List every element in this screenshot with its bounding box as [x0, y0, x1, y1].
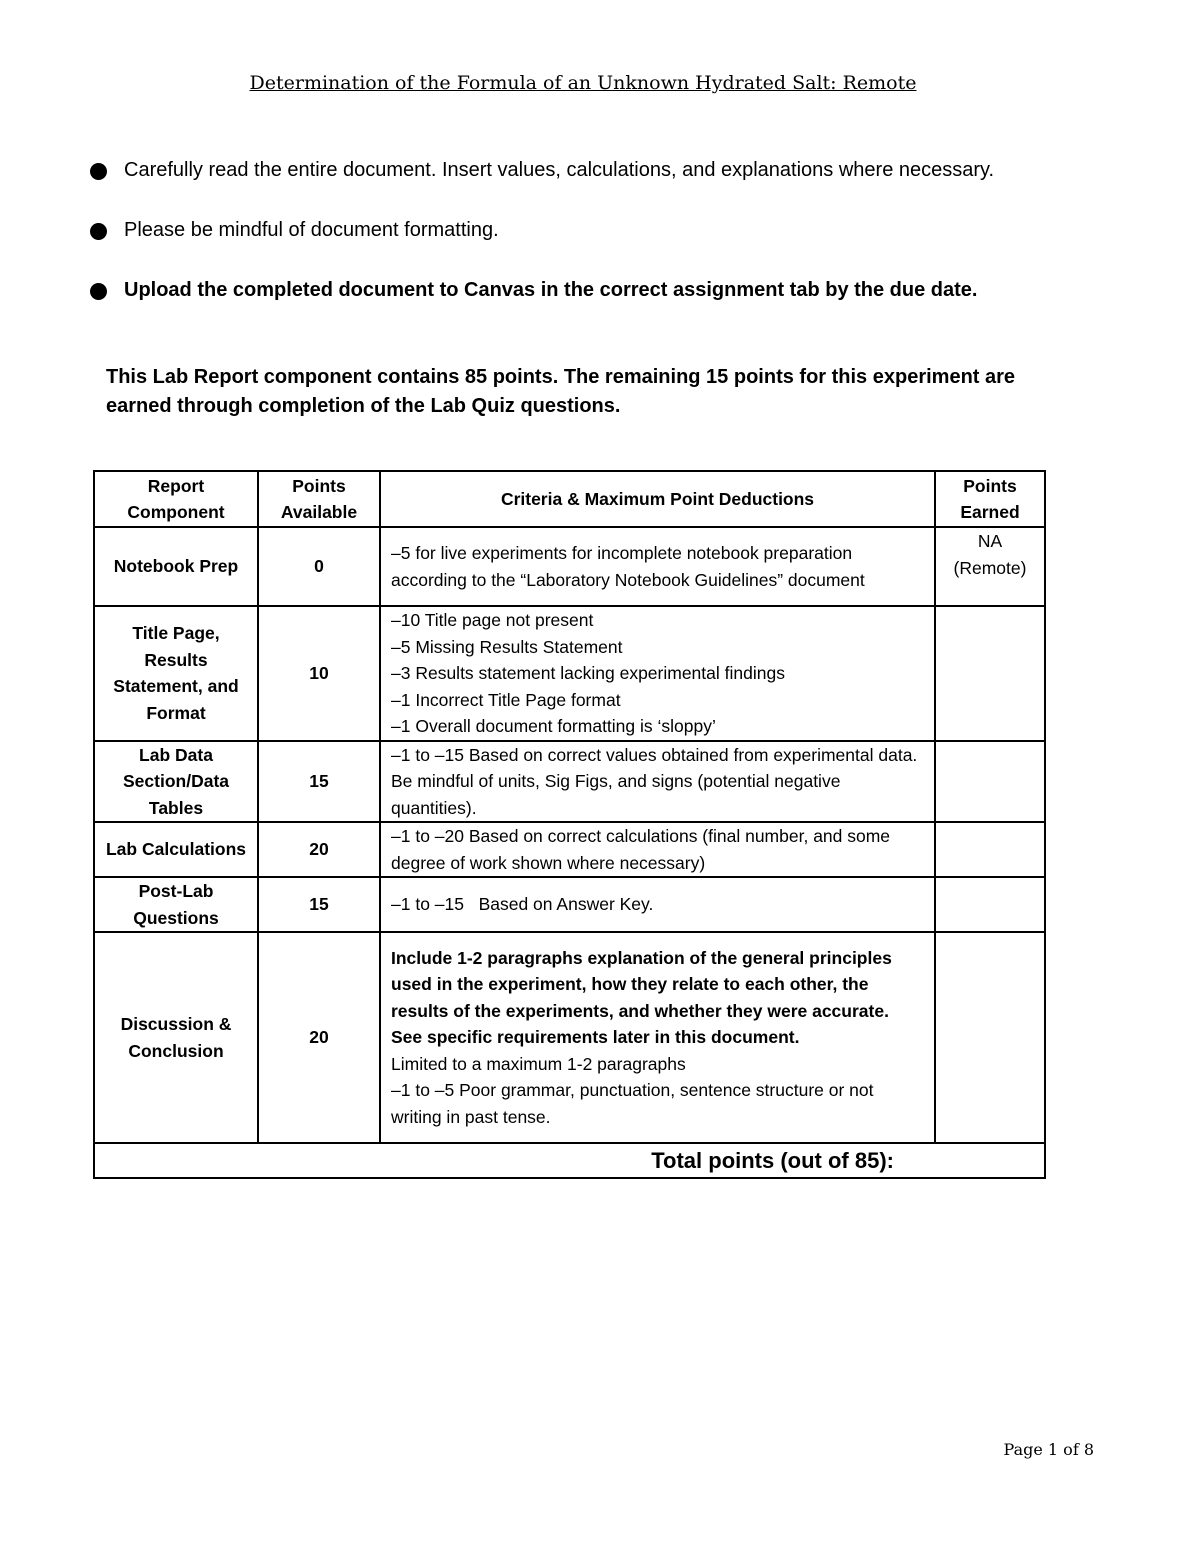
row-component: Title Page, Results Statement, and Format [94, 606, 258, 741]
row-component: Discussion & Conclusion [94, 932, 258, 1143]
row-component: Notebook Prep [94, 527, 258, 606]
document-title: Determination of the Formula of an Unknown Hydrated Salt: Remote [249, 72, 917, 94]
row-earned[interactable] [935, 822, 1045, 877]
bullet-icon [90, 163, 107, 180]
header-points-earned: Points Earned [935, 471, 1045, 527]
instruction-item: Carefully read the entire document. Insert values, calculations, and explanations where necessary. [90, 155, 1140, 185]
table-row [94, 877, 1045, 932]
row-criteria: –1 to –15 Based on Answer Key. [380, 877, 935, 932]
row-points: 15 [258, 741, 380, 823]
header-criteria: Criteria & Maximum Point Deductions [380, 471, 935, 527]
instruction-item: Please be mindful of document formatting. [90, 215, 1140, 245]
header-points-available: Points Available [258, 471, 380, 527]
row-points: 20 [258, 932, 380, 1143]
grading-rubric-table [93, 470, 1046, 1179]
row-component: Post-Lab Questions [94, 877, 258, 932]
table-row [94, 527, 1045, 606]
row-earned[interactable] [935, 932, 1045, 1143]
row-earned[interactable] [935, 877, 1045, 932]
instruction-list [90, 155, 1140, 335]
row-points: 0 [258, 527, 380, 606]
intro-paragraph: This Lab Report component contains 85 points. The remaining 15 points for this experiment are earned through completion of the Lab Quiz questions. [106, 366, 1016, 417]
table-header-row [94, 471, 1045, 527]
row-component: Lab Data Section/Data Tables [94, 741, 258, 823]
row-criteria: Include 1-2 paragraphs explanation of the general principles used in the experiment, how they relate to each other, the results of the experiments, and whether they were accurate. See specific requirements later in this document. Limited to a maximum 1-2 paragraphs –1 to –5 Poor grammar, punctuation, sentence structure or not writing in past tense. [380, 932, 935, 1143]
row-earned[interactable]: NA (Remote) [935, 527, 1045, 606]
row-criteria: –1 to –15 Based on correct values obtained from experimental data. Be mindful of units, Sig Figs, and signs (potential negative quantities). [380, 741, 935, 823]
total-row [94, 1143, 1045, 1178]
row-earned[interactable] [935, 606, 1045, 741]
header-report-component: Report Component [94, 471, 258, 527]
row-points: 15 [258, 877, 380, 932]
row-points: 20 [258, 822, 380, 877]
table-row [94, 741, 1045, 823]
row-criteria: –5 for live experiments for incomplete notebook preparation according to the “Laboratory Notebook Guidelines” document [380, 527, 935, 606]
row-component: Lab Calculations [94, 822, 258, 877]
instruction-item: Upload the completed document to Canvas in the correct assignment tab by the due date. [90, 275, 1140, 305]
row-criteria: –1 to –20 Based on correct calculations (final number, and some degree of work shown where necessary) [380, 822, 935, 877]
row-points: 10 [258, 606, 380, 741]
page-number: Page 1 of 8 [1003, 1440, 1094, 1459]
total-points-label: Total points (out of 85): [94, 1143, 1045, 1178]
table-row [94, 822, 1045, 877]
bullet-icon [90, 283, 107, 300]
row-earned[interactable] [935, 741, 1045, 823]
table-row [94, 932, 1045, 1143]
bullet-icon [90, 223, 107, 240]
row-criteria: –10 Title page not present –5 Missing Results Statement –3 Results statement lacking experimental findings –1 Incorrect Title Page format –1 Overall document formatting is ‘sloppy’ [380, 606, 935, 741]
table-row [94, 606, 1045, 741]
